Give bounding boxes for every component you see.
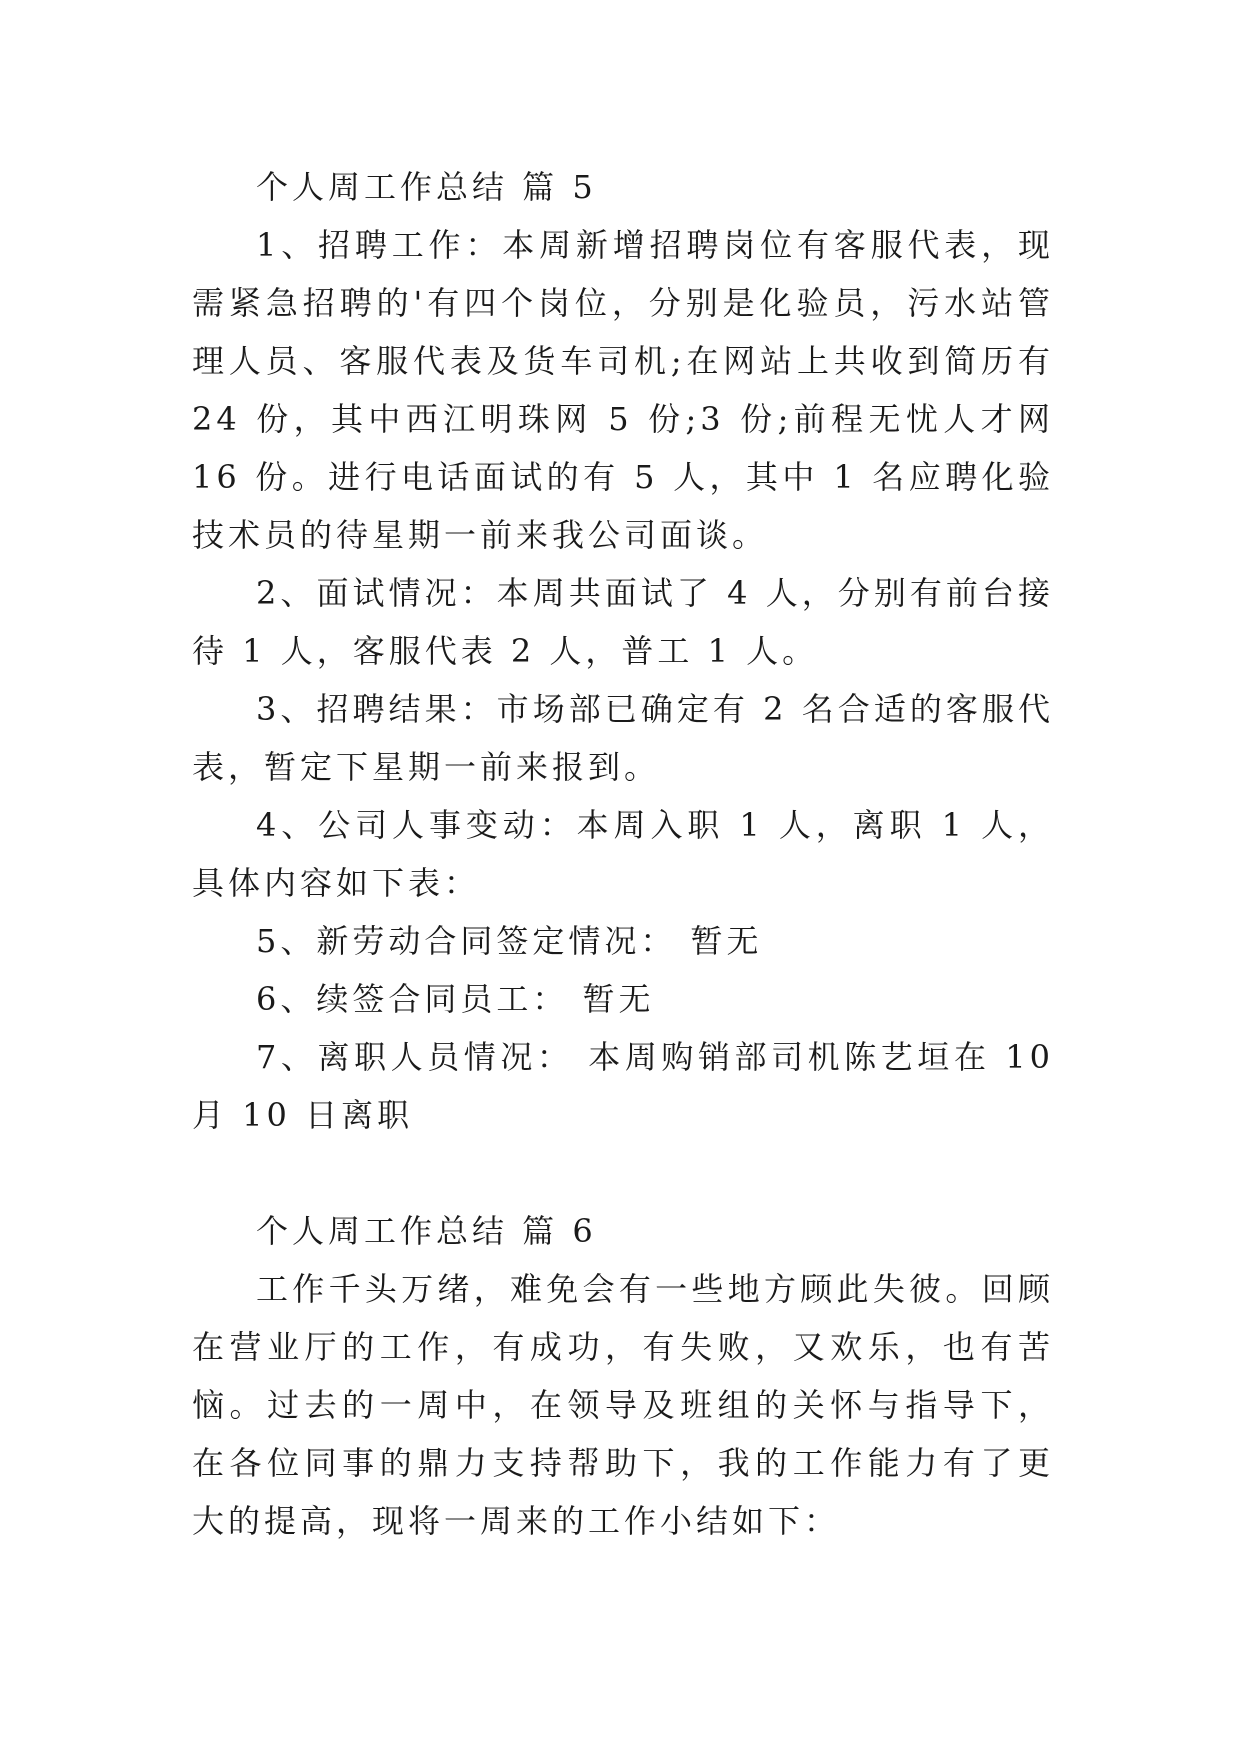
section-heading: 个人周工作总结 篇 5 [256,168,597,206]
paragraph-personnel-changes: 4、公司人事变动：本周入职 1 人，离职 1 人，具体内容如下表： [192,806,1054,902]
section-6 [192,1202,1054,1550]
paragraph-recruitment: 1、招聘工作：本周新增招聘岗位有客服代表，现需紧急招聘的'有四个岗位，分别是化验员，污水站管理人员、客服代表及货车司机;在网站上共收到简历有 24 份，其中西江明珠网 5 份;3 份;前程无忧人才网 16 份。进行电话面试的有 5 人，其中 1 名应聘化验技术员的待星期一前来我公司面谈。 [192,226,1054,554]
section-heading: 个人周工作总结 篇 6 [256,1212,597,1250]
document-body [192,158,1054,1550]
paragraph-results: 3、招聘结果：市场部已确定有 2 名合适的客服代表，暂定下星期一前来报到。 [192,690,1054,786]
paragraph-new-contracts: 5、新劳动合同签定情况： 暂无 [256,922,763,960]
paragraph-interviews: 2、面试情况：本周共面试了 4 人，分别有前台接待 1 人，客服代表 2 人，普工 1 人。 [192,574,1054,670]
paragraph-renewals: 6、续签合同员工： 暂无 [256,980,655,1018]
section-5 [192,158,1054,1144]
paragraph-intro: 工作千头万绪，难免会有一些地方顾此失彼。回顾在营业厅的工作，有成功，有失败，又欢乐，也有苦恼。过去的一周中，在领导及班组的关怀与指导下，在各位同事的鼎力支持帮助下，我的工作能力有了更大的提高，现将一周来的工作小结如下： [192,1270,1054,1540]
paragraph-departures: 7、离职人员情况： 本周购销部司机陈艺垣在 10 月 10 日离职 [192,1038,1054,1134]
